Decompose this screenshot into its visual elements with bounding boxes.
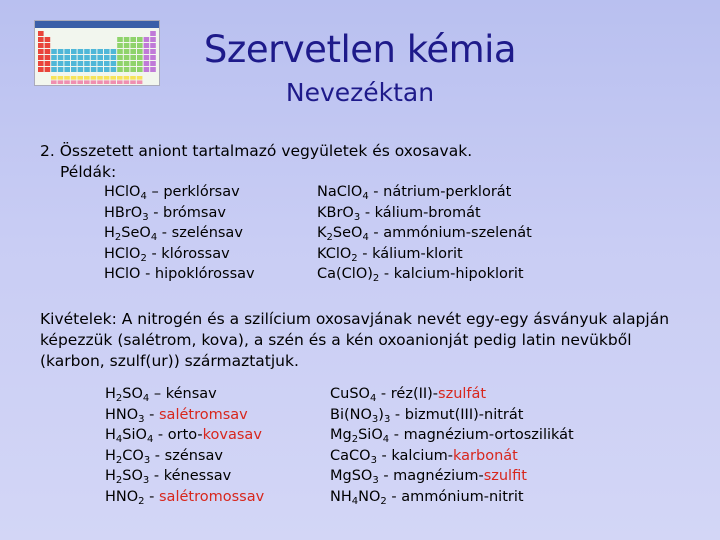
formula-line bbox=[104, 182, 255, 203]
formula-text: CaCO bbox=[330, 447, 371, 464]
subscript: 4 bbox=[362, 191, 369, 202]
formula-text: Mg bbox=[330, 427, 352, 443]
subscript: 2 bbox=[115, 475, 123, 486]
formula-text: HClO bbox=[104, 184, 141, 200]
salts-list bbox=[330, 384, 574, 507]
examples-right-list bbox=[317, 182, 532, 285]
formula-text: HClO - hipoklórossav bbox=[104, 266, 255, 282]
highlighted-term: kovasav bbox=[202, 427, 262, 443]
subscript: 2 bbox=[351, 252, 358, 264]
formula-text: - brómsav bbox=[148, 204, 226, 221]
formula-text: KClO bbox=[317, 245, 352, 262]
formula-text: - ammónium-nitrit bbox=[386, 488, 524, 505]
section-heading: 2. Összetett aniont tartalmazó vegyületek és oxosavak. bbox=[40, 142, 473, 160]
formula-text: - szénsav bbox=[150, 447, 223, 464]
formula-text: NO bbox=[358, 488, 381, 505]
subscript: 4 bbox=[362, 232, 369, 243]
formula-text: SO bbox=[122, 468, 143, 484]
formula-text: - bbox=[144, 406, 159, 423]
formula-text: - kálium-klorit bbox=[357, 245, 463, 262]
formula-line bbox=[105, 466, 264, 487]
formula-text: - nátrium-perklorát bbox=[368, 184, 512, 200]
acids-list bbox=[105, 384, 264, 507]
formula-text: Bi(NO bbox=[330, 406, 372, 423]
formula-text: HNO bbox=[105, 488, 139, 505]
subscript: 3 bbox=[142, 211, 149, 223]
formula-text: KBrO bbox=[317, 204, 354, 221]
formula-text: - kalcium- bbox=[376, 447, 453, 464]
subscript: 2 bbox=[372, 273, 380, 284]
formula-text: – kénsav bbox=[149, 386, 217, 402]
formula-text: ) bbox=[378, 406, 384, 423]
formula-line bbox=[330, 466, 574, 487]
subscript: 4 bbox=[150, 232, 158, 243]
exceptions-paragraph bbox=[40, 309, 705, 372]
formula-text: NH bbox=[330, 488, 352, 505]
formula-text: - kálium-bromát bbox=[360, 204, 481, 221]
highlighted-term: salétromossav bbox=[159, 488, 265, 505]
formula-text: HBrO bbox=[104, 204, 143, 221]
formula-text: Ca(ClO) bbox=[317, 266, 373, 282]
subscript: 3 bbox=[138, 413, 145, 425]
examples-left-list bbox=[104, 182, 255, 285]
highlighted-term: szulfát bbox=[438, 386, 487, 402]
formula-text: - klórossav bbox=[146, 245, 230, 262]
subscript: 3 bbox=[353, 211, 361, 223]
formula-text: SiO bbox=[122, 427, 147, 443]
formula-line bbox=[317, 182, 532, 203]
subscript: 2 bbox=[114, 232, 122, 243]
formula-line bbox=[105, 425, 264, 446]
subscript: 3 bbox=[142, 475, 150, 486]
formula-text: - réz(II)- bbox=[376, 386, 439, 402]
formula-text: H bbox=[105, 468, 116, 484]
subscript: 4 bbox=[351, 495, 359, 507]
formula-text: - bbox=[144, 488, 159, 505]
subscript: 4 bbox=[140, 191, 147, 202]
subscript: 3 bbox=[383, 413, 391, 425]
subscript: 2 bbox=[115, 393, 123, 404]
formula-line bbox=[330, 425, 574, 446]
formula-line bbox=[105, 405, 264, 426]
subscript: 4 bbox=[369, 393, 377, 404]
formula-text: - kénessav bbox=[149, 468, 232, 484]
formula-text: H bbox=[104, 225, 115, 241]
slide-subtitle: Nevezéktan bbox=[285, 78, 435, 107]
highlighted-term: karbonát bbox=[453, 447, 518, 464]
formula-line bbox=[105, 384, 264, 405]
subscript: 4 bbox=[115, 434, 123, 445]
exceptions-line-3: (karbon, szulf(ur)) származtatjuk. bbox=[40, 352, 299, 370]
formula-text: H bbox=[105, 386, 116, 402]
formula-text: - szelénsav bbox=[157, 225, 243, 241]
formula-line bbox=[330, 384, 574, 405]
formula-text: CuSO bbox=[330, 386, 370, 402]
formula-text: SO bbox=[122, 386, 143, 402]
formula-line bbox=[330, 446, 574, 467]
formula-text: - bizmut(III)-nitrát bbox=[390, 406, 524, 423]
formula-text: MgSO bbox=[330, 468, 373, 484]
formula-line bbox=[104, 223, 255, 244]
examples-label: Példák: bbox=[60, 163, 117, 181]
subscript: 3 bbox=[143, 454, 151, 466]
formula-text: SeO bbox=[332, 225, 363, 241]
formula-line bbox=[104, 203, 255, 224]
formula-line bbox=[317, 244, 532, 265]
subscript: 3 bbox=[372, 475, 379, 486]
formula-text: SiO bbox=[358, 427, 383, 443]
formula-line bbox=[317, 203, 532, 224]
subscript: 2 bbox=[138, 495, 145, 507]
subscript: 3 bbox=[370, 454, 377, 466]
formula-text: - ammónium-szelenát bbox=[368, 225, 532, 241]
subscript: 2 bbox=[140, 252, 147, 264]
subscript: 3 bbox=[371, 413, 379, 425]
formula-text: HNO bbox=[105, 406, 139, 423]
formula-line bbox=[330, 405, 574, 426]
highlighted-term: szulfit bbox=[483, 468, 527, 484]
formula-line bbox=[317, 264, 532, 285]
exceptions-line-2: képezzük (salétrom, kova), a szén és a kén oxoanionját pedig latin nevükből bbox=[40, 331, 632, 349]
formula-line bbox=[330, 487, 574, 508]
formula-line bbox=[104, 264, 255, 285]
formula-line bbox=[105, 446, 264, 467]
subscript: 4 bbox=[146, 434, 154, 445]
formula-text: SeO bbox=[121, 225, 151, 241]
slide-title: Szervetlen kémia bbox=[203, 28, 517, 71]
formula-text: - magnézium- bbox=[378, 468, 484, 484]
formula-text: CO bbox=[122, 447, 144, 464]
exceptions-line-1: Kivételek: A nitrogén és a szilícium oxosavjának nevét egy-egy ásványuk alapján bbox=[40, 310, 670, 328]
subscript: 2 bbox=[380, 495, 387, 507]
formula-line bbox=[105, 487, 264, 508]
formula-text: – perklórsav bbox=[146, 184, 240, 200]
formula-text: - magnézium-ortoszilikát bbox=[389, 427, 574, 443]
subscript: 2 bbox=[115, 454, 123, 466]
formula-text: NaClO bbox=[317, 184, 363, 200]
formula-text: HClO bbox=[104, 245, 141, 262]
formula-text: - orto- bbox=[153, 427, 203, 443]
formula-text: H bbox=[105, 427, 116, 443]
formula-text: H bbox=[105, 447, 116, 464]
highlighted-term: salétromsav bbox=[159, 406, 248, 423]
formula-line bbox=[317, 223, 532, 244]
subscript: 4 bbox=[382, 434, 390, 445]
formula-line bbox=[104, 244, 255, 265]
formula-text: K bbox=[317, 225, 327, 241]
formula-text: - kalcium-hipoklorit bbox=[379, 266, 524, 282]
subscript: 2 bbox=[351, 434, 359, 445]
subscript: 2 bbox=[326, 232, 333, 243]
subscript: 4 bbox=[142, 393, 150, 404]
